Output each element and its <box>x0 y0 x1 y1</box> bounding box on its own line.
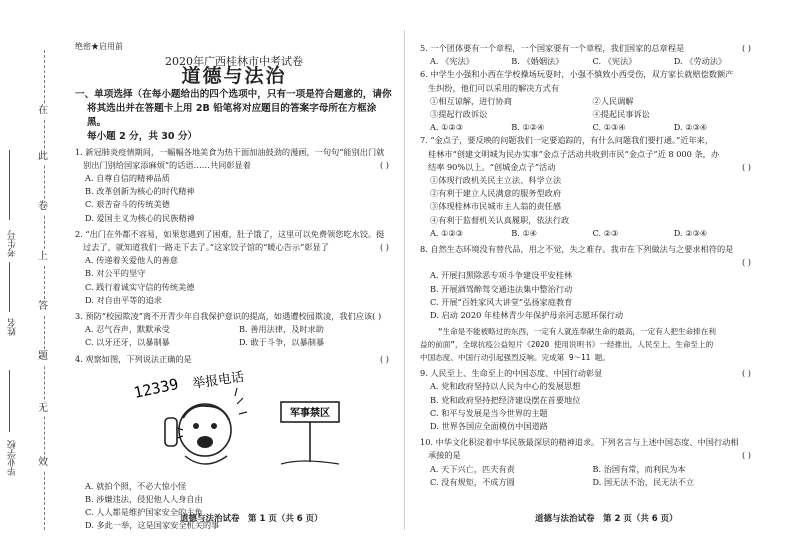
question-stem: 3. 预防“校园欺凌”离不开青少年自我保护意识的提高，如遇遭校园欺凌，我们应该( ) <box>75 311 382 322</box>
options <box>420 55 755 68</box>
option-b: B. 开展酒驾醉驾交通违法集中整治行动 <box>430 283 573 294</box>
seal-char: 上 <box>38 251 48 262</box>
stem-text: 承接的是 <box>428 450 461 461</box>
option-b: B. ①④ <box>511 227 538 238</box>
option-d: D. 爱国主义为核心的民族精神 <box>85 212 195 223</box>
stem-text: 别出门别给国家添麻烦”的话语……共同彰显着 <box>83 159 251 170</box>
option-d: D. 敢于斗争，以暴制暴 <box>239 337 325 348</box>
statement-3: ③体现桂林市民城市主人翁的责任感 <box>430 201 562 212</box>
statement-3: ③提起行政诉讼 <box>430 109 488 120</box>
seal-char: 答 <box>38 301 48 312</box>
option-d: D. 对自由平等的追求 <box>85 294 162 305</box>
option-d: D. 国无法不治，民无法不立 <box>592 476 695 487</box>
phone-receiver <box>165 418 177 446</box>
question-5 <box>420 42 755 68</box>
answer-blank: ( ) <box>742 43 751 53</box>
stem-text: 5. 一个团体要有一个章程，一个国家要有一个章程，我们国家的总章程是 <box>420 43 685 53</box>
statement-1: ①体现行政机关民主立法、科学立法 <box>430 175 562 186</box>
reading-passage <box>420 325 755 364</box>
seal-char: 无 <box>38 403 48 414</box>
option-c: C. 人人都是维护国家安全的主角 <box>85 507 203 518</box>
section-heading <box>75 88 393 144</box>
question-stem <box>420 161 755 174</box>
stem-text: 4. 观察如图，下列说法正确的是 <box>75 353 192 364</box>
seal-char: 题 <box>38 351 48 362</box>
statements <box>420 95 755 121</box>
question-3 <box>75 310 393 350</box>
mouth <box>197 436 213 448</box>
question-stem <box>420 256 755 269</box>
question-stem <box>75 353 393 366</box>
page-divider <box>404 30 405 530</box>
question-stem: 2. “出门在外都不容易，如果您遇到了困难，肚子饿了，这里可以免费领您吃水饺。挺 <box>75 228 385 239</box>
question-stem <box>420 367 755 380</box>
option-a: A. 就拍个照，不必大惊小怪 <box>85 480 187 491</box>
stem-text: 9. 人民至上、生命至上的中国态度、中国行动彰显 <box>420 368 603 379</box>
option-a: A. 《宪法》 <box>430 56 474 67</box>
options <box>420 227 755 240</box>
option-a: A. ①②③ <box>430 227 464 238</box>
seal-char: 卷 <box>38 201 48 212</box>
option-a: A. 传递着关爱他人的善意 <box>85 255 178 266</box>
right-page <box>420 42 755 489</box>
question-8 <box>420 243 755 322</box>
question-stem <box>420 42 755 55</box>
option-a: A. ①②③ <box>430 122 464 133</box>
option-d: D. 多此一举，这是国家安全机关的事 <box>85 520 220 531</box>
question-2 <box>75 228 393 307</box>
section-heading-line: 一、单项选择（在每小题给出的四个选项中，只有一项是符合题意的，请你 <box>75 88 392 100</box>
option-b: B. 党和政府坚持把经济建设摆在首要地位 <box>430 394 581 405</box>
left-eye <box>193 423 199 429</box>
footer-right: 道德与法治试卷 第 2 页（共 6 页） <box>535 514 678 524</box>
stem-text: 结率 90%以上。“创城金点子”活动 <box>428 161 556 172</box>
question-stem <box>75 241 393 254</box>
option-c: C. ①③④ <box>592 122 626 133</box>
cartoon-illustration <box>131 368 361 476</box>
seal-char: 效 <box>38 457 48 468</box>
option-b: B. 《婚姻法》 <box>511 56 564 67</box>
statement-4: ④有利于监督机关认真履职，依法行政 <box>430 214 570 225</box>
statement-2: ②有利于建立人民满意的服务型政府 <box>430 188 562 199</box>
school-label: 毕业学校 <box>8 440 18 476</box>
answer-blank: ( ) <box>742 257 751 268</box>
section-heading-line: 每小题 2 分，共 30 分） <box>87 130 198 142</box>
options <box>420 463 755 489</box>
options <box>420 121 755 134</box>
option-a: A. 开展扫黑除恶专项斗争建设平安桂林 <box>430 270 573 281</box>
cartoon-number: 12339 <box>132 374 181 402</box>
answer-blank: ( ) <box>742 450 751 461</box>
question-stem <box>420 449 755 462</box>
body-outline <box>185 456 227 464</box>
school-line <box>9 370 10 432</box>
passage-line: “生命是不能被略过的东西，一定有人就连奉献生命的最高，一定有人把生命捧在利 <box>438 327 716 337</box>
statement-1: ①相互谅解，进行协商 <box>430 95 512 106</box>
answer-blank: ( ) <box>380 242 389 253</box>
question-stem: 1. 新冠肺炎疫情期间，一幅幅各地美食为热干面加油鼓劲的漫画，一句句“能别出门就 <box>75 146 385 157</box>
question-7 <box>420 134 755 240</box>
secret-mark: 绝密★启用前 <box>75 42 123 51</box>
binding-strip <box>0 0 70 560</box>
right-eye <box>211 423 217 429</box>
exam-title: 2020年广西桂林市中考试卷 <box>165 55 303 69</box>
exam-number-label: 考生号 <box>8 230 18 257</box>
option-d: D. ②③④ <box>673 227 708 238</box>
cartoon-svg <box>131 368 361 476</box>
name-line <box>9 262 10 312</box>
name-label: 姓名 <box>8 318 18 336</box>
question-stem: 桂林市“创建文明城为民办实事”金点子活动共收到市民“金点子”近 8 000 条，办 <box>428 148 720 159</box>
stem-text: 过去了，就知道我们一路走下去了。”这家饺子馆的“暖心告示”彰显了 <box>83 242 329 253</box>
ground-line <box>281 461 339 464</box>
option-b: B. 涉嫌违法，侵犯他人人身自由 <box>85 494 203 505</box>
passage-line: 中国态度、中国行动引起强烈反响。完成第 9～11 题。 <box>420 353 610 363</box>
answer-blank: ( ) <box>742 368 751 379</box>
question-6 <box>420 68 755 134</box>
option-c: C. ②③ <box>592 227 619 238</box>
footer-left: 道德与法治试卷 第 1 页（共 6 页） <box>180 514 323 524</box>
option-b: B. 对公平的坚守 <box>85 268 146 279</box>
option-d: D. 启动 2020 年桂林青少年保护母亲河志愿环保行动 <box>430 310 624 321</box>
option-c: C. 开展“百姓家风大讲堂”弘扬家庭教育 <box>430 296 573 307</box>
question-stem <box>75 159 393 172</box>
option-c: C. 和平与发展是当今世界的主题 <box>430 407 548 418</box>
options <box>75 323 393 349</box>
option-d: D. 《劳动法》 <box>673 56 727 67</box>
answer-blank: ( ) <box>742 161 751 172</box>
question-10 <box>420 436 755 489</box>
option-a: A. 天下兴亡，匹夫有责 <box>430 463 515 474</box>
question-stem: 8. 自然生态环境没有替代品，用之不觉，失之难存。我市在下列做法与之要求相符的是 <box>420 244 734 255</box>
exam-subject: 道德与法治 <box>181 65 287 88</box>
statement-4: ④提起民事诉讼 <box>592 109 650 120</box>
option-c: C. 以牙还牙，以暴制暴 <box>85 337 170 348</box>
option-a: A. 自尊自信的精神品质 <box>85 173 170 184</box>
cartoon-caption: 举报电话 <box>191 369 246 392</box>
question-stem: 6. 中学生小强和小西在学校操场玩耍时，小强不慎致小西受伤，双方家长就赔偿数额产 <box>420 69 734 80</box>
hand-lines <box>177 428 183 438</box>
question-stem: 10. 中华文化积淀着中华民族最深层的精神追求。下列名言与上述中国态度、中国行动相 <box>420 437 739 448</box>
seal-char: 此 <box>38 151 48 162</box>
exam-number-line <box>9 150 10 220</box>
option-c: C. 践行着诚实守信的传统美德 <box>85 281 195 292</box>
shout-lines <box>235 388 247 414</box>
option-d: D. ②③④ <box>673 122 708 133</box>
question-1 <box>75 146 393 225</box>
option-a: A. 党和政府坚持以人民为中心的发展思想 <box>430 381 581 392</box>
option-c: C. 没有规矩，不成方圆 <box>430 476 515 487</box>
section-heading-line: 将其选出并在答题卡上用 2B 铅笔将对应题目的答案字母所在方框涂黑。 <box>87 102 377 128</box>
question-9 <box>420 367 755 433</box>
answer-blank: ( ) <box>380 159 389 170</box>
sign-text: 军事禁区 <box>290 407 330 419</box>
seal-char: 在 <box>38 105 48 116</box>
option-c: C. 《宪法》 <box>592 56 637 67</box>
left-page <box>75 40 393 533</box>
option-d: D. 世界各国应全面模仿中国道路 <box>430 421 548 432</box>
passage-line: 益的前面”，全球抗疫公益短片《2020 使用说明书》一经推出，人民至上、生命至上的 <box>420 340 714 350</box>
option-b: B. 善用法律，及时求助 <box>239 324 324 335</box>
statement-2: ②人民调解 <box>592 95 634 106</box>
option-a: A. 忍气吞声，默默承受 <box>85 324 170 335</box>
option-b: B. 改革创新为核心的时代精神 <box>85 186 195 197</box>
question-stem: 生纠纷，他们可以采用的解决方式有 <box>428 82 560 93</box>
option-c: C. 艰苦奋斗的传统美德 <box>85 199 170 210</box>
question-4 <box>75 353 393 533</box>
option-b: B. ①②④ <box>511 122 545 133</box>
answer-blank: ( ) <box>380 353 389 364</box>
question-stem: 7. “金点子，要反映的问题我们一定要追踪的，有什么问题我们要打通。”近年来， <box>420 135 714 146</box>
option-b: B. 治国有常，而利民为本 <box>592 463 686 474</box>
